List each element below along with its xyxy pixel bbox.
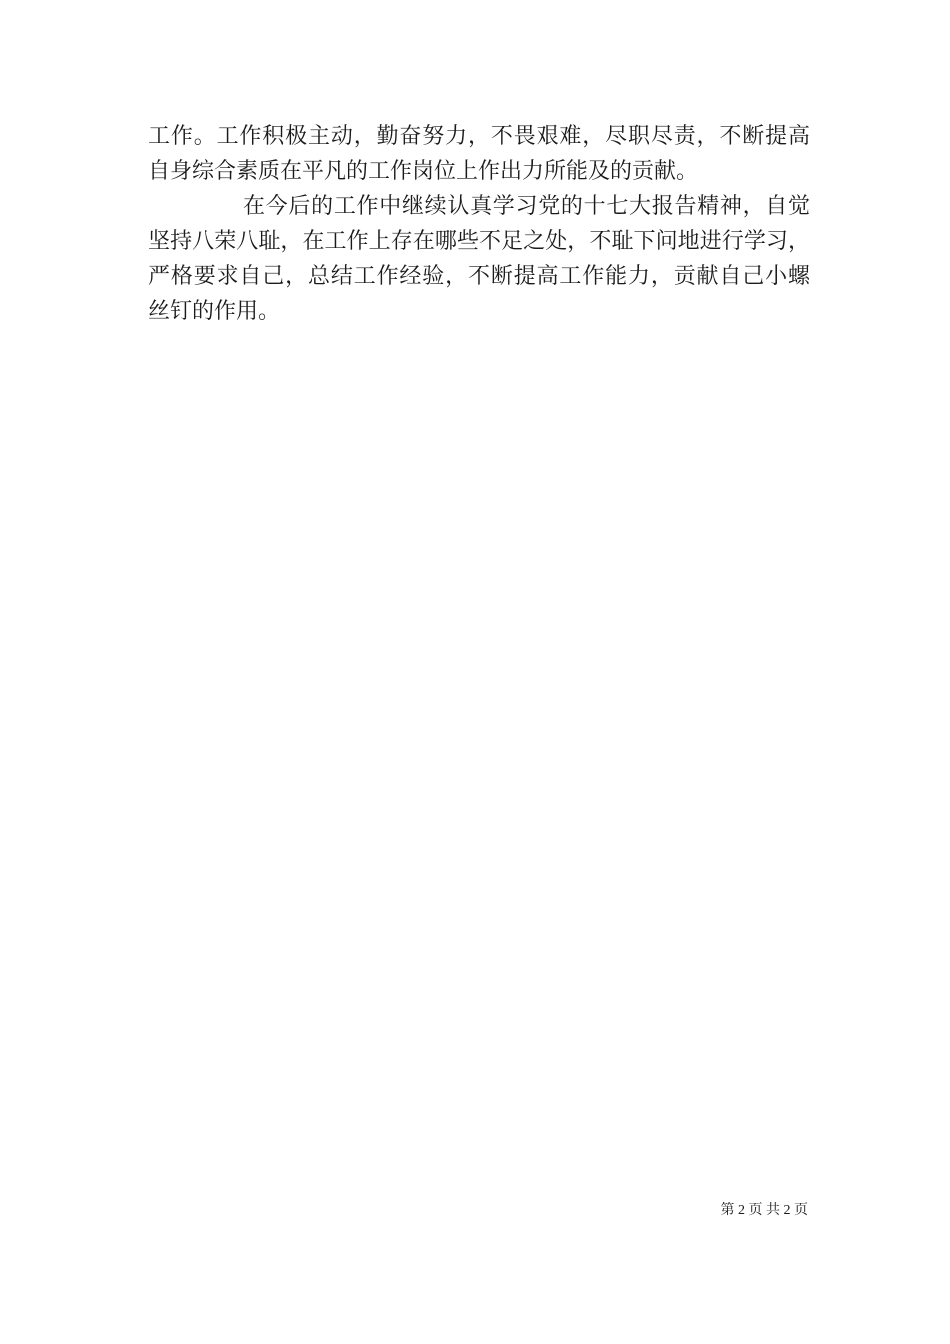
text-line: 严格要求自己，总结工作经验，不断提高工作能力，贡献自己小螺 bbox=[148, 263, 810, 288]
text-line: 坚持八荣八耻，在工作上存在哪些不足之处，不耻下问地进行学习， bbox=[148, 228, 810, 253]
document-body bbox=[148, 118, 810, 328]
paragraph bbox=[148, 188, 810, 328]
paragraph bbox=[148, 118, 810, 188]
text-line: 自身综合素质在平凡的工作岗位上作出力所能及的贡献。 bbox=[148, 158, 699, 183]
page-footer bbox=[0, 1201, 808, 1221]
page-number: 第 2 页 共 2 页 bbox=[720, 1203, 808, 1218]
text-line: 工作。工作积极主动，勤奋努力，不畏艰难，尽职尽责，不断提高 bbox=[148, 123, 810, 148]
text-line: 丝钉的作用。 bbox=[148, 298, 281, 323]
text-line: 在今后的工作中继续认真学习党的十七大报告精神，自觉 bbox=[243, 193, 810, 218]
